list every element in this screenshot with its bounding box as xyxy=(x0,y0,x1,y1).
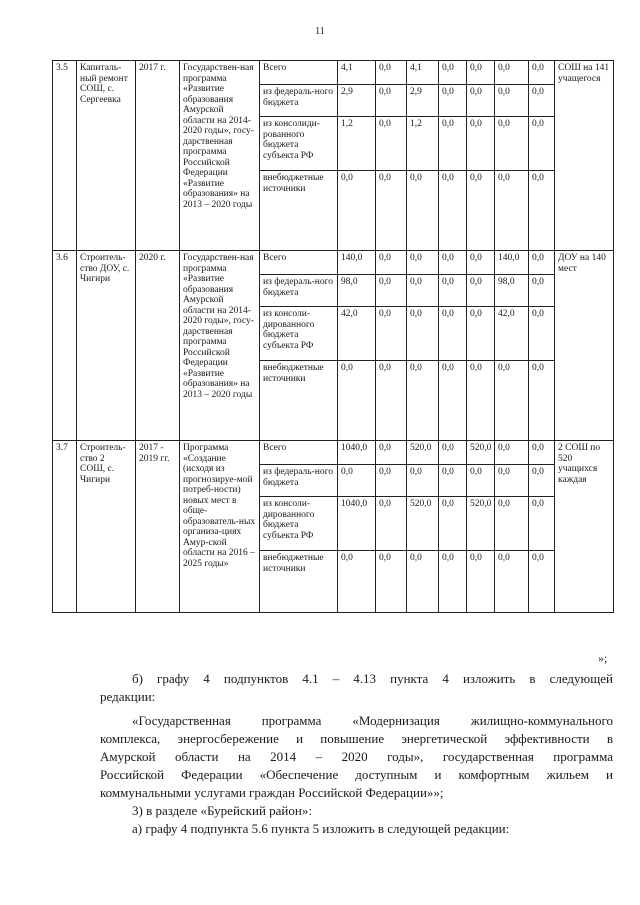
table-close-quote: »; xyxy=(598,651,608,665)
amount-cell: 0,0 xyxy=(338,551,376,613)
amount-cell: 0,0 xyxy=(407,465,439,497)
amount-cell: 0,0 xyxy=(439,275,467,307)
amount-cell: 0,0 xyxy=(439,307,467,361)
expected-result: СОШ на 141 учащегося xyxy=(555,61,614,251)
funding-source: внебюджетные источники xyxy=(260,551,338,613)
amount-cell: 1,2 xyxy=(338,117,376,171)
amount-cell: 1040,0 xyxy=(338,441,376,465)
program-name: Государствен-ная программа «Развитие образования Амурской области на 2014-2020 годы», госу-дарственная программа Российской Федерации «Развитие образования» на 2013 – 2020 годы xyxy=(180,61,260,251)
funding-source: Всего xyxy=(260,441,338,465)
object-name: Строитель-ство 2 СОШ, с. Чигири xyxy=(77,441,136,613)
funding-source: внебюджетные источники xyxy=(260,361,338,441)
amount-cell: 0,0 xyxy=(529,307,555,361)
table-row xyxy=(53,251,614,275)
amount-cell: 0,0 xyxy=(376,171,407,251)
paragraph-3: 3) в разделе «Бурейский район»: xyxy=(132,803,312,818)
amount-cell: 0,0 xyxy=(529,361,555,441)
amount-cell: 0,0 xyxy=(376,251,407,275)
amount-cell: 0,0 xyxy=(467,251,495,275)
amount-cell: 0,0 xyxy=(495,61,529,85)
funding-source: из консоли-дированного бюджета субъекта РФ xyxy=(260,307,338,361)
object-name: Капиталь-ный ремонт СОШ, с. Сергеевка xyxy=(77,61,136,251)
amount-cell: 0,0 xyxy=(467,171,495,251)
amount-cell: 0,0 xyxy=(529,441,555,465)
amount-cell: 0,0 xyxy=(495,441,529,465)
amount-cell: 0,0 xyxy=(439,465,467,497)
amount-cell: 0,0 xyxy=(338,465,376,497)
amount-cell: 0,0 xyxy=(439,497,467,551)
amount-cell: 0,0 xyxy=(495,361,529,441)
amount-cell: 0,0 xyxy=(529,85,555,117)
amount-cell: 0,0 xyxy=(439,61,467,85)
page-number: 11 xyxy=(315,26,325,37)
implementation-period: 2017 г. xyxy=(136,61,180,251)
amount-cell: 0,0 xyxy=(439,551,467,613)
amount-cell: 0,0 xyxy=(467,61,495,85)
amount-cell: 0,0 xyxy=(467,275,495,307)
funding-source: из консолиди-рованного бюджета субъекта РФ xyxy=(260,117,338,171)
expected-result: 2 СОШ по 520 учащихся каждая xyxy=(555,441,614,613)
amount-cell: 0,0 xyxy=(376,275,407,307)
funding-source: из федераль-ного бюджета xyxy=(260,465,338,497)
funding-source: из федераль-ного бюджета xyxy=(260,85,338,117)
amount-cell: 0,0 xyxy=(467,361,495,441)
amount-cell: 0,0 xyxy=(495,171,529,251)
row-number: 3.6 xyxy=(53,251,77,441)
row-number: 3.5 xyxy=(53,61,77,251)
quote-line4: Российской Федерации «Обеспечение доступным и комфортным жильем и xyxy=(100,767,613,782)
amount-cell: 0,0 xyxy=(529,171,555,251)
program-name: Программа «Создание (исходя из прогнозируе-мой потреб-ности) новых мест в обще-образователь-ных организа-циях Амур-ской области на 2016 – 2025 годы» xyxy=(180,441,260,613)
amount-cell: 0,0 xyxy=(376,441,407,465)
amount-cell: 140,0 xyxy=(495,251,529,275)
amount-cell: 42,0 xyxy=(495,307,529,361)
quote-line1: «Государственная программа «Модернизация жилищно-коммунального xyxy=(132,713,613,728)
amount-cell: 0,0 xyxy=(376,465,407,497)
paragraph-a: а) графу 4 подпункта 5.6 пункта 5 изложить в следующей редакции: xyxy=(132,821,510,836)
amount-cell: 0,0 xyxy=(407,251,439,275)
amount-cell: 0,0 xyxy=(529,251,555,275)
amount-cell: 0,0 xyxy=(439,251,467,275)
funding-source: Всего xyxy=(260,251,338,275)
quote-line3: Амурской области на 2014 – 2020 годы», государственная программа xyxy=(100,749,613,764)
amount-cell: 0,0 xyxy=(338,171,376,251)
amount-cell: 4,1 xyxy=(338,61,376,85)
amount-cell: 0,0 xyxy=(495,465,529,497)
program-name: Государствен-ная программа «Развитие образования Амурской области на 2014-2020 годы», госу-дарственная программа Российской Федерации «Развитие образования» на 2013 – 2020 годы xyxy=(180,251,260,441)
amount-cell: 0,0 xyxy=(376,497,407,551)
amount-cell: 0,0 xyxy=(376,551,407,613)
amount-cell: 0,0 xyxy=(376,85,407,117)
implementation-period: 2020 г. xyxy=(136,251,180,441)
amount-cell: 140,0 xyxy=(338,251,376,275)
amount-cell: 0,0 xyxy=(439,117,467,171)
amount-cell: 520,0 xyxy=(407,497,439,551)
amount-cell: 0,0 xyxy=(376,61,407,85)
amount-cell: 0,0 xyxy=(439,441,467,465)
amount-cell: 0,0 xyxy=(439,85,467,117)
amount-cell: 0,0 xyxy=(495,497,529,551)
amount-cell: 0,0 xyxy=(467,85,495,117)
amount-cell: 4,1 xyxy=(407,61,439,85)
funding-source: Всего xyxy=(260,61,338,85)
amount-cell: 0,0 xyxy=(407,361,439,441)
amount-cell: 0,0 xyxy=(439,171,467,251)
funding-source: из федераль-ного бюджета xyxy=(260,275,338,307)
table-row xyxy=(53,441,614,465)
paragraph-b-line1: б) графу 4 подпунктов 4.1 – 4.13 пункта 4 изложить в следующей xyxy=(132,671,613,686)
amount-cell: 98,0 xyxy=(338,275,376,307)
amount-cell: 0,0 xyxy=(376,117,407,171)
funding-source: из консоли-дированного бюджета субъекта РФ xyxy=(260,497,338,551)
amount-cell: 0,0 xyxy=(376,307,407,361)
amount-cell: 98,0 xyxy=(495,275,529,307)
amount-cell: 0,0 xyxy=(495,551,529,613)
amount-cell: 0,0 xyxy=(529,551,555,613)
amount-cell: 520,0 xyxy=(467,497,495,551)
amount-cell: 0,0 xyxy=(407,307,439,361)
amount-cell: 1,2 xyxy=(407,117,439,171)
row-number: 3.7 xyxy=(53,441,77,613)
amount-cell: 0,0 xyxy=(407,275,439,307)
amount-cell: 0,0 xyxy=(467,117,495,171)
table-row xyxy=(53,61,614,85)
amount-cell: 0,0 xyxy=(407,171,439,251)
amount-cell: 2,9 xyxy=(338,85,376,117)
amount-cell: 0,0 xyxy=(529,497,555,551)
amount-cell: 42,0 xyxy=(338,307,376,361)
funding-source: внебюджетные источники xyxy=(260,171,338,251)
amount-cell: 520,0 xyxy=(467,441,495,465)
paragraph-b-line2: редакции: xyxy=(100,689,156,704)
amount-cell: 0,0 xyxy=(467,307,495,361)
expected-result: ДОУ на 140 мест xyxy=(555,251,614,441)
amount-cell: 0,0 xyxy=(338,361,376,441)
amount-cell: 0,0 xyxy=(467,551,495,613)
quote-line2: комплекса, энергосбережение и повышение энергетической эффективности в xyxy=(100,731,613,746)
amount-cell: 0,0 xyxy=(407,551,439,613)
amount-cell: 520,0 xyxy=(407,441,439,465)
amount-cell: 2,9 xyxy=(407,85,439,117)
amount-cell: 0,0 xyxy=(529,465,555,497)
amount-cell: 0,0 xyxy=(376,361,407,441)
amount-cell: 0,0 xyxy=(529,117,555,171)
amount-cell: 0,0 xyxy=(439,361,467,441)
investment-table xyxy=(52,60,614,613)
amount-cell: 0,0 xyxy=(529,275,555,307)
amount-cell: 0,0 xyxy=(495,117,529,171)
implementation-period: 2017 - 2019 гг. xyxy=(136,441,180,613)
amount-cell: 0,0 xyxy=(495,85,529,117)
object-name: Строитель-ство ДОУ, с. Чигири xyxy=(77,251,136,441)
amount-cell: 0,0 xyxy=(529,61,555,85)
amount-cell: 0,0 xyxy=(467,465,495,497)
quote-line5: коммунальными услугами граждан Российской Федерации»»; xyxy=(100,785,444,800)
amount-cell: 1040,0 xyxy=(338,497,376,551)
